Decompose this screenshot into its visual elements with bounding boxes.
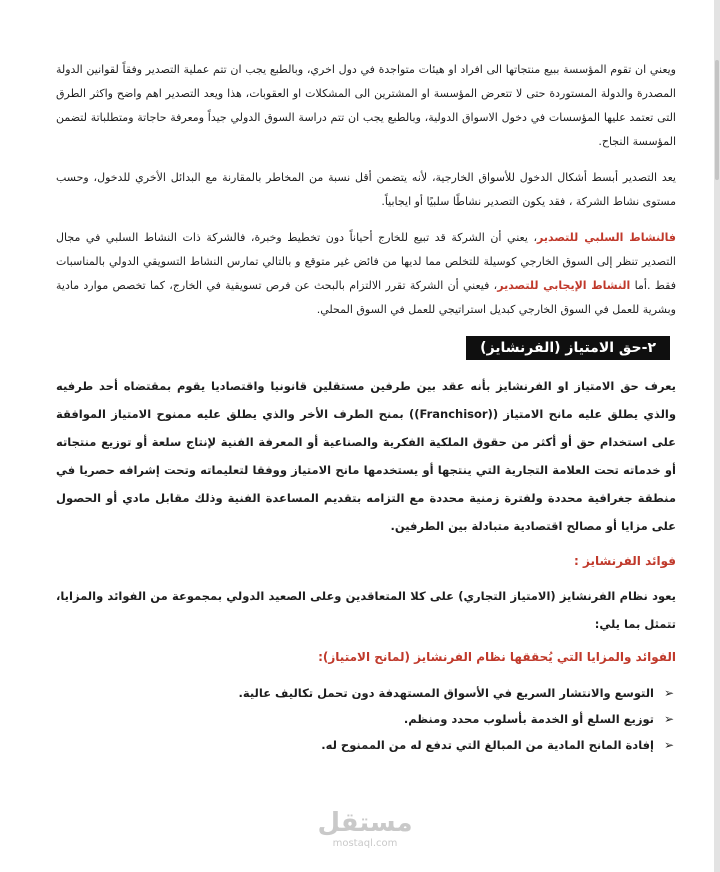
arrow-bullet-icon: ➢ — [663, 712, 674, 726]
arrow-bullet-icon: ➢ — [663, 738, 674, 752]
subheading-franchisor-benefits: الفوائد والمزايا التي يُحققها نظام الفرنشايز (لمانح الامتياز): — [318, 650, 676, 664]
paragraph-passive-text: ، يعني أن الشركة قد تبيع للخارج أحياناً دون تخطيط وخبرة، فالشركة ذات النشاط السلبي في مجال التصدير تنظر إلى السوق الخارجي كوسيلة للتخلص مما لديها من فائض غير متوقع و بالتالي تمارس النشاط التسويقي الدولي بالمناسبات فقط .أما — [56, 231, 677, 292]
paragraph-export-definition: ويعني ان تقوم المؤسسة ببيع منتجاتها الى افراد او هيئات متواجدة في دول اخري، وبالطبع يجب ان تتم عملية التصدير وفقاً لقوانين الدولة المصدرة والدولة المستوردة حتى لا تتعرض المؤسسة او المشترين الى المشكلات او العقوبات، هذا ويعد التصدير اهم واضح واكثر الطرق التى تعتمد عليها المؤسسات في دخول الاسواق الدولية، وبالطبع يجب ان تتم دراسة السوق الدولي جيداً ومعرفة حاجاتة ومتطلباتة لتضمن المؤسسة النجاح. — [56, 63, 676, 148]
watermark-logo: مستقل — [317, 808, 413, 838]
scrollbar-thumb[interactable] — [715, 60, 719, 180]
benefits-list — [56, 680, 676, 758]
section-heading-row — [56, 336, 676, 360]
paragraph-export-activity — [56, 226, 676, 322]
highlight-passive-export: فالنشاط السلبي للتصدير — [537, 231, 677, 244]
paragraph-export-simplest: يعد التصدير أبسط أشكال الدخول للأسواق الخارجية، لأنه يتضمن أقل نسبة من المخاطر بالمقارنة مع البدائل الأخري للدخول، وحسب مستوى نشاط الشركة ، فقد يكون التصدير نشاطًا سلبيًا أو ايجابياً. — [56, 171, 676, 208]
subheading-franchise-benefits: فوائد الفرنشايز : — [574, 554, 676, 568]
paragraph-franchise-definition: يعرف حق الامتياز او الفرنشايز بأنه عقد بين طرفين مستقلين قانونيا واقتصاديا يقوم بمقتضاه أحد طرفيه والذي يطلق عليه مانح الامتياز ((Franchisor)) بمنح الطرف الأخر والذي يطلق عليه ممنوح الامتياز الموافقة على استخدام حق أو أكثر من حقوق الملكية الفكرية والصناعية أو المعرفة الفنية لإنتاج سلعة أو توزيع منتجاته أو خدماته تحت العلامة التجارية التي ينتجها أو يستخدمها مانح الامتياز ووفقا لتعليماته وتحت إشرافه حصريا في منطقة جغرافية محددة ولفترة زمنية محددة مع التزامه بتقديم المساعدة الفنية وذلك مقابل مادي أو الحصول على مزايا أو مصالح اقتصادية متبادلة بين الطرفين. — [56, 379, 677, 533]
document-content — [56, 58, 676, 758]
section-heading-franchise: ٢-حق الامتياز (الفرنشايز) — [466, 336, 670, 360]
paragraph-active-text: ، فيعني أن الشركة تقرر الالتزام بالبحث عن فرص تسويقية في الخارج، كما تخصص موارد مادية وبشرية للعمل في السوق الخارجي كبديل استراتيجي للعمل في السوق المحلي. — [56, 279, 676, 316]
list-item: ➢ إفادة المانح المادية من المبالغ التي تدفع له من الممنوح له. — [56, 732, 676, 758]
paragraph-benefits-intro: يعود نظام الفرنشايز (الامتياز التجاري) على كلا المتعاقدين وعلى الصعيد الدولي بمجموعة من الفوائد والمزايا، تتمثل بما يلي: — [56, 589, 676, 631]
watermark — [310, 808, 420, 850]
vertical-scrollbar[interactable] — [714, 0, 720, 872]
highlight-active-export: النشاط الإيجابي للتصدير — [497, 279, 631, 292]
arrow-bullet-icon: ➢ — [663, 686, 674, 700]
list-item: ➢ التوسع والانتشار السريع في الأسواق المستهدفة دون تحمل تكاليف عالية. — [56, 680, 676, 706]
list-item: ➢ توزيع السلع أو الخدمة بأسلوب محدد ومنظم. — [56, 706, 676, 732]
watermark-url: mostaql.com — [332, 838, 398, 849]
